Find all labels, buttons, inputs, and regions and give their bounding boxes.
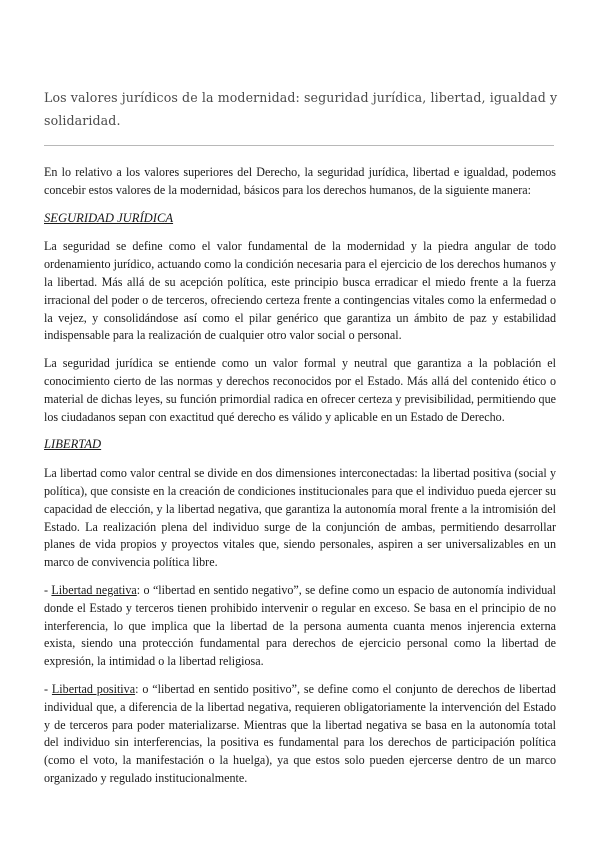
section-heading-seguridad: SEGURIDAD JURÍDICA xyxy=(44,210,174,225)
term-libertad-positiva: Libertad positiva xyxy=(51,681,136,696)
definition-libertad-positiva: : o “libertad en sentido positivo”, se define como el conjunto de derechos de libertad individual que, a diferencia de la libertad negativa, requieren obligatoriamente la intervención del Estado y de terceros para poder materializarse. Mientras que la libertad negativa se basa en la autonomía total del individuo sin interferencias, la positiva es fundamental para los derechos de participación política (como el voto, la manifestación o la huelga), ya que estos solo pueden ejercerse dentro de un marco organizado y regulado institucionalmente. xyxy=(44,681,556,785)
seguridad-paragraph-2: La seguridad jurídica se entiende como un valor formal y neutral que garantiza a la población el conocimiento cierto de las normas y derechos reconocidos por el Estado. Más allá del contenido ético o material de dichas leyes, su función primordial radica en ofrecer certeza y previsibilidad, permitiendo que los ciudadanos sepan con exactitud qué derecho es válido y aplicable en un Estado de Derecho. xyxy=(44,356,556,424)
title-divider xyxy=(44,145,554,146)
list-item-prefix: - xyxy=(44,582,52,597)
list-item-libertad-positiva xyxy=(44,681,556,788)
list-item-prefix: - xyxy=(44,681,52,696)
definition-libertad-negativa: : o “libertad en sentido negativo”, se define como un espacio de autonomía individual donde el Estado y terceros tienen prohibido intervenir o regular en exceso. Se basa en el principio de no interferencia, lo que implica que la libertad de la persona aumenta cuanta menos injerencia externa exista, siendo una protección fundamental para derechos de ejercicio personal como la libertad de expresión, la intimidad o la libertad religiosa. xyxy=(44,582,556,669)
seguridad-paragraph-1: La seguridad se define como el valor fundamental de la modernidad y la piedra angular de todo ordenamiento jurídico, actuando como la condición necesaria para el ejercicio de los derechos humanos y la libertad. Más allá de su acepción política, este principio busca erradicar el miedo frente a la fuerza irracional del poder o de terceros, ofreciendo certeza frente a contingencias vitales como la enfermedad o la vejez, y consolidándose así como el pilar genérico que garantiza un ámbito de paz y estabilidad indispensable para la realización de cualquier otro valor social o personal. xyxy=(44,239,556,343)
document-body xyxy=(44,164,556,798)
section-heading-libertad: LIBERTAD xyxy=(44,437,102,452)
intro-paragraph: En lo relativo a los valores superiores del Derecho, la seguridad jurídica, libertad e igualdad, podemos concebir estos valores de la modernidad, básicos para los derechos humanos, de la siguiente manera: xyxy=(44,165,556,197)
page-title: Los valores jurídicos de la modernidad: seguridad jurídica, libertad, igualdad y solidaridad. xyxy=(44,90,558,128)
libertad-paragraph-1: La libertad como valor central se divide en dos dimensiones interconectadas: la libertad positiva (social y política), que consiste en la creación de condiciones institucionales para que el individuo pueda ejercer su capacidad de elección, y la libertad negativa, que garantiza la autonomía moral frente a la intromisión del Estado. La realización plena del individuo surge de la conjunción de ambas, permitiendo desarrollar planes de vida propios y proyectos vitales que, siendo personales, aspiren a ser universalizables en un marco de convivencia política libre. xyxy=(44,466,556,570)
term-libertad-negativa: Libertad negativa xyxy=(51,582,137,597)
list-item-libertad-negativa xyxy=(44,582,556,671)
